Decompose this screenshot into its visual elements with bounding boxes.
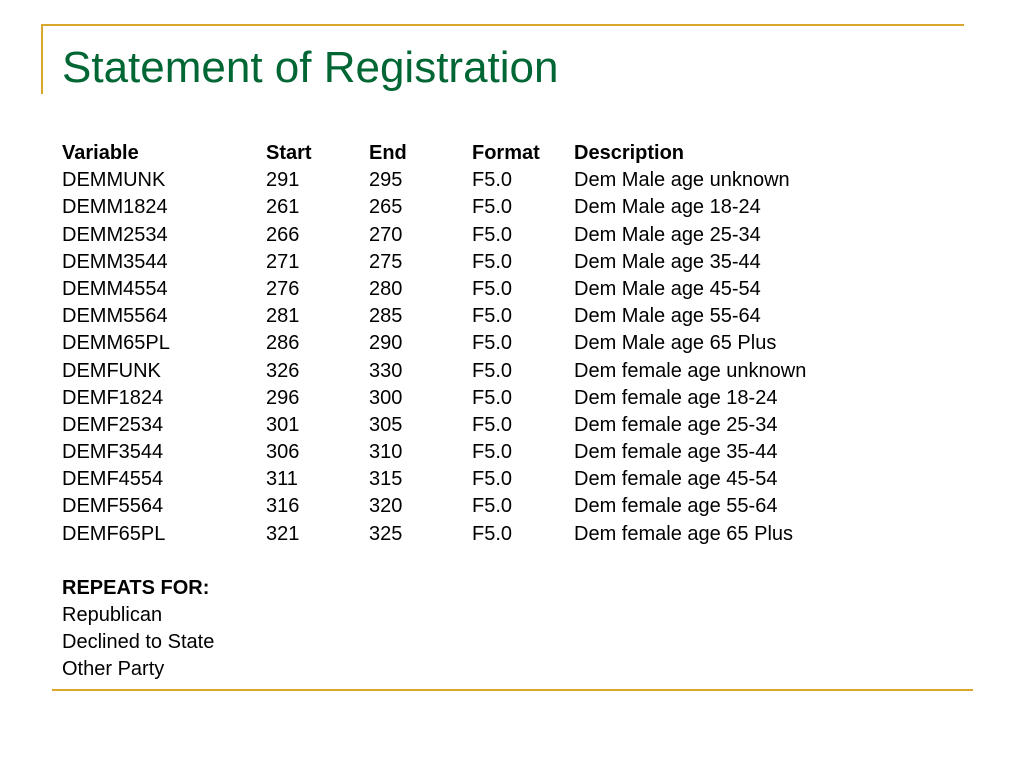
cell-format: F5.0 <box>472 169 513 192</box>
table-body <box>62 167 962 548</box>
cell-format: F5.0 <box>472 495 513 518</box>
cell-start: 271 <box>266 250 300 273</box>
repeats-item: Other Party <box>62 658 165 681</box>
cell-format: F5.0 <box>472 359 513 382</box>
cell-start: 316 <box>266 495 300 518</box>
cell-start: 321 <box>266 522 300 545</box>
table-row <box>62 358 962 385</box>
cell-variable: DEMF5564 <box>62 495 164 518</box>
cell-start: 281 <box>266 305 300 328</box>
slide-title: Statement of Registration <box>62 43 559 92</box>
cell-format: F5.0 <box>472 250 513 273</box>
cell-format: F5.0 <box>472 413 513 436</box>
cell-format: F5.0 <box>472 332 513 355</box>
cell-variable: DEMF65PL <box>62 522 166 545</box>
cell-start: 326 <box>266 359 300 382</box>
accent-line-bottom <box>52 689 973 691</box>
cell-start: 261 <box>266 196 300 219</box>
cell-format: F5.0 <box>472 522 513 545</box>
cell-variable: DEMM5564 <box>62 305 168 328</box>
table-row <box>62 194 962 221</box>
cell-description: Dem Male age 55-64 <box>574 305 761 328</box>
header-end: End <box>369 142 407 164</box>
cell-description: Dem female age 35-44 <box>574 441 778 464</box>
cell-description: Dem female age 18-24 <box>574 386 778 409</box>
header-format: Format <box>472 142 540 164</box>
cell-format: F5.0 <box>472 223 513 246</box>
table-row <box>62 222 962 249</box>
cell-end: 300 <box>369 386 403 409</box>
cell-format: F5.0 <box>472 196 513 219</box>
cell-start: 296 <box>266 386 300 409</box>
cell-format: F5.0 <box>472 468 513 491</box>
cell-description: Dem female age 25-34 <box>574 413 778 436</box>
repeats-list <box>62 602 962 684</box>
table-row <box>62 330 962 357</box>
cell-description: Dem Male age 45-54 <box>574 277 761 300</box>
cell-description: Dem female age 55-64 <box>574 495 778 518</box>
cell-description: Dem Male age 65 Plus <box>574 332 777 355</box>
cell-variable: DEMF4554 <box>62 468 164 491</box>
repeats-title: REPEATS FOR: <box>62 576 210 599</box>
cell-format: F5.0 <box>472 441 513 464</box>
cell-description: Dem Male age unknown <box>574 169 790 192</box>
cell-description: Dem Male age 35-44 <box>574 250 761 273</box>
cell-format: F5.0 <box>472 386 513 409</box>
cell-description: Dem Male age 18-24 <box>574 196 761 219</box>
table-row <box>62 249 962 276</box>
table-row <box>62 439 962 466</box>
cell-start: 301 <box>266 413 300 436</box>
cell-variable: DEMF2534 <box>62 413 164 436</box>
cell-description: Dem female age 65 Plus <box>574 522 794 545</box>
cell-end: 275 <box>369 250 403 273</box>
cell-variable: DEMF1824 <box>62 386 164 409</box>
registration-table <box>62 140 962 684</box>
cell-end: 285 <box>369 305 403 328</box>
table-header-row <box>62 140 962 167</box>
cell-start: 266 <box>266 223 300 246</box>
table-row <box>62 521 962 548</box>
cell-variable: DEMM3544 <box>62 250 168 273</box>
cell-end: 265 <box>369 196 403 219</box>
cell-end: 320 <box>369 495 403 518</box>
cell-variable: DEMM65PL <box>62 332 170 355</box>
cell-start: 286 <box>266 332 300 355</box>
cell-end: 290 <box>369 332 403 355</box>
cell-end: 330 <box>369 359 403 382</box>
cell-variable: DEMMUNK <box>62 169 166 192</box>
table-row <box>62 276 962 303</box>
cell-start: 276 <box>266 277 300 300</box>
cell-variable: DEMF3544 <box>62 441 164 464</box>
repeats-item: Declined to State <box>62 631 215 654</box>
cell-end: 310 <box>369 441 403 464</box>
cell-start: 306 <box>266 441 300 464</box>
cell-start: 291 <box>266 169 300 192</box>
cell-end: 315 <box>369 468 403 491</box>
cell-description: Dem female age unknown <box>574 359 807 382</box>
table-row <box>62 167 962 194</box>
cell-format: F5.0 <box>472 305 513 328</box>
header-variable: Variable <box>62 142 139 164</box>
repeats-item: Republican <box>62 604 163 627</box>
table-row <box>62 493 962 520</box>
cell-end: 280 <box>369 277 403 300</box>
table-row <box>62 412 962 439</box>
cell-description: Dem female age 45-54 <box>574 468 778 491</box>
header-description: Description <box>574 142 685 164</box>
table-row <box>62 385 962 412</box>
cell-description: Dem Male age 25-34 <box>574 223 761 246</box>
cell-start: 311 <box>266 468 298 491</box>
cell-end: 270 <box>369 223 403 246</box>
cell-end: 305 <box>369 413 403 436</box>
cell-format: F5.0 <box>472 277 513 300</box>
cell-variable: DEMM1824 <box>62 196 168 219</box>
accent-line-top <box>41 24 964 26</box>
cell-variable: DEMFUNK <box>62 359 161 382</box>
cell-end: 295 <box>369 169 403 192</box>
table-row <box>62 303 962 330</box>
cell-end: 325 <box>369 522 403 545</box>
cell-variable: DEMM2534 <box>62 223 168 246</box>
repeats-section <box>62 575 962 684</box>
cell-variable: DEMM4554 <box>62 277 168 300</box>
accent-line-vertical <box>41 24 43 94</box>
header-start: Start <box>266 142 312 164</box>
table-row <box>62 466 962 493</box>
